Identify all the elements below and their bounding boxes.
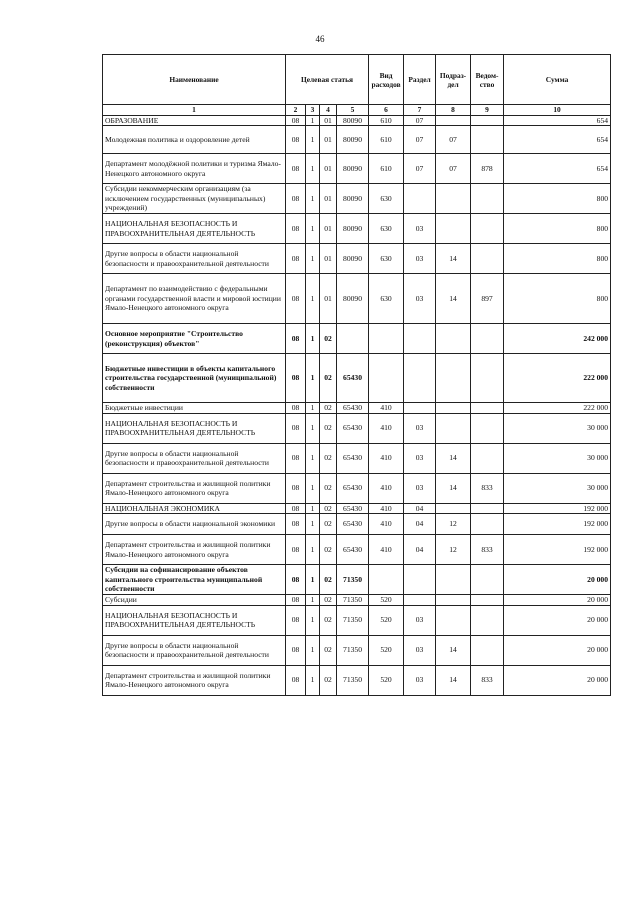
program-code-cell: 08 bbox=[286, 595, 306, 606]
section-cell: 03 bbox=[404, 413, 436, 443]
subprogram-code-cell: 1 bbox=[306, 413, 320, 443]
direction-code-cell: 65430 bbox=[337, 354, 369, 403]
department-cell: 833 bbox=[471, 473, 504, 503]
column-number: 6 bbox=[369, 105, 404, 116]
sum-cell: 800 bbox=[504, 214, 611, 244]
row-name-cell: Бюджетные инвестиции bbox=[103, 403, 286, 414]
program-code-cell: 08 bbox=[286, 443, 306, 473]
section-cell: 04 bbox=[404, 535, 436, 565]
table-row bbox=[103, 473, 611, 503]
program-code-cell: 08 bbox=[286, 403, 306, 414]
department-cell bbox=[471, 635, 504, 665]
section-cell: 03 bbox=[404, 443, 436, 473]
row-name-cell: Другие вопросы в области национальной безопасности и правоохранительной деятельности bbox=[103, 244, 286, 274]
event-code-cell: 02 bbox=[320, 324, 337, 354]
expense-type-cell: 630 bbox=[369, 214, 404, 244]
event-code-cell: 02 bbox=[320, 413, 337, 443]
section-cell bbox=[404, 324, 436, 354]
department-cell: 878 bbox=[471, 154, 504, 184]
section-cell: 03 bbox=[404, 635, 436, 665]
department-cell bbox=[471, 595, 504, 606]
table-row bbox=[103, 605, 611, 635]
direction-code-cell: 65430 bbox=[337, 413, 369, 443]
sum-cell: 20 000 bbox=[504, 635, 611, 665]
sum-cell: 800 bbox=[504, 274, 611, 324]
section-cell: 04 bbox=[404, 514, 436, 535]
subsection-cell: 12 bbox=[436, 535, 471, 565]
table-row bbox=[103, 665, 611, 695]
section-cell: 03 bbox=[404, 244, 436, 274]
program-code-cell: 08 bbox=[286, 354, 306, 403]
subprogram-code-cell: 1 bbox=[306, 244, 320, 274]
subprogram-code-cell: 1 bbox=[306, 126, 320, 154]
event-code-cell: 02 bbox=[320, 514, 337, 535]
table-row bbox=[103, 565, 611, 595]
subprogram-code-cell: 1 bbox=[306, 595, 320, 606]
row-name-cell: Другие вопросы в области национальной безопасности и правоохранительной деятельности bbox=[103, 443, 286, 473]
row-name-cell: НАЦИОНАЛЬНАЯ ЭКОНОМИКА bbox=[103, 503, 286, 514]
subprogram-code-cell: 1 bbox=[306, 154, 320, 184]
subsection-cell: 14 bbox=[436, 244, 471, 274]
program-code-cell: 08 bbox=[286, 473, 306, 503]
expense-type-cell: 610 bbox=[369, 115, 404, 126]
department-cell bbox=[471, 126, 504, 154]
program-code-cell: 08 bbox=[286, 274, 306, 324]
event-code-cell: 02 bbox=[320, 535, 337, 565]
direction-code-cell: 80090 bbox=[337, 274, 369, 324]
column-number: 5 bbox=[337, 105, 369, 116]
expense-type-cell: 410 bbox=[369, 514, 404, 535]
program-code-cell: 08 bbox=[286, 413, 306, 443]
page-number: 46 bbox=[315, 34, 325, 44]
program-code-cell: 08 bbox=[286, 154, 306, 184]
event-code-cell: 01 bbox=[320, 214, 337, 244]
event-code-cell: 01 bbox=[320, 184, 337, 214]
event-code-cell: 01 bbox=[320, 244, 337, 274]
program-code-cell: 08 bbox=[286, 115, 306, 126]
sum-cell: 222 000 bbox=[504, 403, 611, 414]
direction-code-cell: 65430 bbox=[337, 473, 369, 503]
row-name-cell: Субсидии bbox=[103, 595, 286, 606]
direction-code-cell: 80090 bbox=[337, 154, 369, 184]
department-cell bbox=[471, 184, 504, 214]
table-row bbox=[103, 403, 611, 414]
table-row bbox=[103, 413, 611, 443]
subprogram-code-cell: 1 bbox=[306, 274, 320, 324]
sum-cell: 192 000 bbox=[504, 503, 611, 514]
expense-type-cell: 630 bbox=[369, 184, 404, 214]
section-cell: 07 bbox=[404, 126, 436, 154]
sum-cell: 222 000 bbox=[504, 354, 611, 403]
expense-type-cell: 520 bbox=[369, 635, 404, 665]
subprogram-code-cell: 1 bbox=[306, 443, 320, 473]
program-code-cell: 08 bbox=[286, 514, 306, 535]
table-row bbox=[103, 514, 611, 535]
program-code-cell: 08 bbox=[286, 503, 306, 514]
sum-cell: 654 bbox=[504, 154, 611, 184]
column-number-row bbox=[103, 105, 611, 116]
subprogram-code-cell: 1 bbox=[306, 665, 320, 695]
row-name-cell: Субсидии некоммерческим организациям (за исключением государственных (муниципальных) учреждений) bbox=[103, 184, 286, 214]
section-cell: 04 bbox=[404, 503, 436, 514]
table-row bbox=[103, 214, 611, 244]
sum-cell: 654 bbox=[504, 126, 611, 154]
subprogram-code-cell: 1 bbox=[306, 115, 320, 126]
subsection-cell: 14 bbox=[436, 443, 471, 473]
event-code-cell: 02 bbox=[320, 605, 337, 635]
expense-type-cell: 410 bbox=[369, 443, 404, 473]
event-code-cell: 02 bbox=[320, 503, 337, 514]
section-cell bbox=[404, 565, 436, 595]
direction-code-cell: 65430 bbox=[337, 403, 369, 414]
expense-type-cell bbox=[369, 354, 404, 403]
subprogram-code-cell: 1 bbox=[306, 565, 320, 595]
expense-type-cell: 630 bbox=[369, 244, 404, 274]
header-sum: Сумма bbox=[504, 55, 611, 105]
section-cell: 07 bbox=[404, 115, 436, 126]
direction-code-cell: 71350 bbox=[337, 635, 369, 665]
expense-type-cell bbox=[369, 565, 404, 595]
program-code-cell: 08 bbox=[286, 324, 306, 354]
column-number: 4 bbox=[320, 105, 337, 116]
event-code-cell: 01 bbox=[320, 274, 337, 324]
department-cell bbox=[471, 443, 504, 473]
row-name-cell: Основное мероприятие "Строительство (реконструкция) объектов" bbox=[103, 324, 286, 354]
expense-type-cell: 520 bbox=[369, 665, 404, 695]
subsection-cell bbox=[436, 595, 471, 606]
header-department: Ведом- ство bbox=[471, 55, 504, 105]
department-cell bbox=[471, 565, 504, 595]
subsection-cell bbox=[436, 503, 471, 514]
direction-code-cell: 65430 bbox=[337, 514, 369, 535]
expense-type-cell: 410 bbox=[369, 413, 404, 443]
row-name-cell: Бюджетные инвестиции в объекты капитального строительства государственной (муниципальной) собственности bbox=[103, 354, 286, 403]
header-target-article: Целевая статья bbox=[286, 55, 369, 105]
program-code-cell: 08 bbox=[286, 244, 306, 274]
subprogram-code-cell: 1 bbox=[306, 473, 320, 503]
section-cell bbox=[404, 595, 436, 606]
expense-type-cell: 410 bbox=[369, 503, 404, 514]
row-name-cell: Другие вопросы в области национальной безопасности и правоохранительной деятельности bbox=[103, 635, 286, 665]
row-name-cell: НАЦИОНАЛЬНАЯ БЕЗОПАСНОСТЬ И ПРАВООХРАНИТЕЛЬНАЯ ДЕЯТЕЛЬНОСТЬ bbox=[103, 214, 286, 244]
direction-code-cell: 65430 bbox=[337, 503, 369, 514]
event-code-cell: 02 bbox=[320, 403, 337, 414]
row-name-cell: НАЦИОНАЛЬНАЯ БЕЗОПАСНОСТЬ И ПРАВООХРАНИТЕЛЬНАЯ ДЕЯТЕЛЬНОСТЬ bbox=[103, 413, 286, 443]
subsection-cell: 07 bbox=[436, 154, 471, 184]
subsection-cell: 14 bbox=[436, 665, 471, 695]
direction-code-cell: 80090 bbox=[337, 126, 369, 154]
program-code-cell: 08 bbox=[286, 605, 306, 635]
program-code-cell: 08 bbox=[286, 126, 306, 154]
section-cell: 03 bbox=[404, 665, 436, 695]
direction-code-cell: 71350 bbox=[337, 665, 369, 695]
subsection-cell bbox=[436, 184, 471, 214]
program-code-cell: 08 bbox=[286, 184, 306, 214]
table-row bbox=[103, 126, 611, 154]
event-code-cell: 02 bbox=[320, 443, 337, 473]
program-code-cell: 08 bbox=[286, 214, 306, 244]
section-cell: 03 bbox=[404, 274, 436, 324]
table-row bbox=[103, 154, 611, 184]
subprogram-code-cell: 1 bbox=[306, 324, 320, 354]
column-number: 2 bbox=[286, 105, 306, 116]
event-code-cell: 02 bbox=[320, 473, 337, 503]
event-code-cell: 02 bbox=[320, 354, 337, 403]
subsection-cell bbox=[436, 115, 471, 126]
direction-code-cell: 65430 bbox=[337, 535, 369, 565]
sum-cell: 800 bbox=[504, 244, 611, 274]
sum-cell: 192 000 bbox=[504, 514, 611, 535]
department-cell bbox=[471, 503, 504, 514]
column-number: 10 bbox=[504, 105, 611, 116]
department-cell bbox=[471, 115, 504, 126]
expense-type-cell: 520 bbox=[369, 605, 404, 635]
subsection-cell bbox=[436, 324, 471, 354]
column-number: 9 bbox=[471, 105, 504, 116]
subprogram-code-cell: 1 bbox=[306, 635, 320, 665]
budget-table bbox=[102, 54, 611, 696]
sum-cell: 20 000 bbox=[504, 595, 611, 606]
subsection-cell: 14 bbox=[436, 274, 471, 324]
row-name-cell: Департамент строительства и жилищной политики Ямало-Ненецкого автономного округа bbox=[103, 473, 286, 503]
expense-type-cell bbox=[369, 324, 404, 354]
expense-type-cell: 630 bbox=[369, 274, 404, 324]
column-number: 3 bbox=[306, 105, 320, 116]
subsection-cell bbox=[436, 403, 471, 414]
event-code-cell: 01 bbox=[320, 126, 337, 154]
table-row bbox=[103, 244, 611, 274]
event-code-cell: 02 bbox=[320, 595, 337, 606]
direction-code-cell: 71350 bbox=[337, 565, 369, 595]
header-name: Наименование bbox=[103, 55, 286, 105]
sum-cell: 20 000 bbox=[504, 565, 611, 595]
subsection-cell bbox=[436, 354, 471, 403]
section-cell: 03 bbox=[404, 605, 436, 635]
row-name-cell: Субсидии на софинансирование объектов капитального строительства муниципальной собственности bbox=[103, 565, 286, 595]
program-code-cell: 08 bbox=[286, 565, 306, 595]
column-number: 1 bbox=[103, 105, 286, 116]
table-row bbox=[103, 535, 611, 565]
department-cell bbox=[471, 514, 504, 535]
subprogram-code-cell: 1 bbox=[306, 214, 320, 244]
expense-type-cell: 520 bbox=[369, 595, 404, 606]
department-cell: 833 bbox=[471, 535, 504, 565]
row-name-cell: ОБРАЗОВАНИЕ bbox=[103, 115, 286, 126]
sum-cell: 654 bbox=[504, 115, 611, 126]
column-number: 8 bbox=[436, 105, 471, 116]
sum-cell: 30 000 bbox=[504, 413, 611, 443]
expense-type-cell: 410 bbox=[369, 473, 404, 503]
event-code-cell: 02 bbox=[320, 635, 337, 665]
event-code-cell: 02 bbox=[320, 665, 337, 695]
subprogram-code-cell: 1 bbox=[306, 503, 320, 514]
table-row bbox=[103, 274, 611, 324]
header-subsection: Подраз- дел bbox=[436, 55, 471, 105]
sum-cell: 800 bbox=[504, 184, 611, 214]
section-cell: 03 bbox=[404, 473, 436, 503]
section-cell bbox=[404, 184, 436, 214]
direction-code-cell: 65430 bbox=[337, 443, 369, 473]
section-cell: 03 bbox=[404, 214, 436, 244]
subprogram-code-cell: 1 bbox=[306, 514, 320, 535]
subprogram-code-cell: 1 bbox=[306, 354, 320, 403]
direction-code-cell: 80090 bbox=[337, 115, 369, 126]
subsection-cell bbox=[436, 214, 471, 244]
row-name-cell: НАЦИОНАЛЬНАЯ БЕЗОПАСНОСТЬ И ПРАВООХРАНИТЕЛЬНАЯ ДЕЯТЕЛЬНОСТЬ bbox=[103, 605, 286, 635]
program-code-cell: 08 bbox=[286, 665, 306, 695]
department-cell bbox=[471, 324, 504, 354]
table-row bbox=[103, 324, 611, 354]
expense-type-cell: 610 bbox=[369, 126, 404, 154]
row-name-cell: Департамент строительства и жилищной политики Ямало-Ненецкого автономного округа bbox=[103, 665, 286, 695]
subsection-cell bbox=[436, 565, 471, 595]
subprogram-code-cell: 1 bbox=[306, 605, 320, 635]
row-name-cell: Молодежная политика и оздоровление детей bbox=[103, 126, 286, 154]
sum-cell: 242 000 bbox=[504, 324, 611, 354]
subsection-cell bbox=[436, 605, 471, 635]
expense-type-cell: 610 bbox=[369, 154, 404, 184]
direction-code-cell: 80090 bbox=[337, 244, 369, 274]
sum-cell: 20 000 bbox=[504, 605, 611, 635]
subsection-cell bbox=[436, 413, 471, 443]
department-cell: 833 bbox=[471, 665, 504, 695]
department-cell bbox=[471, 214, 504, 244]
direction-code-cell: 71350 bbox=[337, 595, 369, 606]
department-cell bbox=[471, 403, 504, 414]
direction-code-cell: 71350 bbox=[337, 605, 369, 635]
subprogram-code-cell: 1 bbox=[306, 184, 320, 214]
program-code-cell: 08 bbox=[286, 635, 306, 665]
program-code-cell: 08 bbox=[286, 535, 306, 565]
row-name-cell: Департамент молодёжной политики и туризма Ямало-Ненецкого автономного округа bbox=[103, 154, 286, 184]
event-code-cell: 01 bbox=[320, 115, 337, 126]
department-cell: 897 bbox=[471, 274, 504, 324]
section-cell: 07 bbox=[404, 154, 436, 184]
event-code-cell: 02 bbox=[320, 565, 337, 595]
row-name-cell: Департамент по взаимодействию с федеральными органами государственной власти и мировой юстиции Ямало-Ненецкого автономного округа bbox=[103, 274, 286, 324]
expense-type-cell: 410 bbox=[369, 403, 404, 414]
sum-cell: 30 000 bbox=[504, 443, 611, 473]
table-row bbox=[103, 443, 611, 473]
section-cell bbox=[404, 403, 436, 414]
row-name-cell: Департамент строительства и жилищной политики Ямало-Ненецкого автономного округа bbox=[103, 535, 286, 565]
subsection-cell: 12 bbox=[436, 514, 471, 535]
table-row bbox=[103, 635, 611, 665]
sum-cell: 20 000 bbox=[504, 665, 611, 695]
direction-code-cell: 80090 bbox=[337, 184, 369, 214]
table-row bbox=[103, 115, 611, 126]
subprogram-code-cell: 1 bbox=[306, 403, 320, 414]
header-expense-type: Вид расходов bbox=[369, 55, 404, 105]
section-cell bbox=[404, 354, 436, 403]
expense-type-cell: 410 bbox=[369, 535, 404, 565]
row-name-cell: Другие вопросы в области национальной экономики bbox=[103, 514, 286, 535]
table-row bbox=[103, 595, 611, 606]
department-cell bbox=[471, 244, 504, 274]
sum-cell: 30 000 bbox=[504, 473, 611, 503]
subsection-cell: 07 bbox=[436, 126, 471, 154]
event-code-cell: 01 bbox=[320, 154, 337, 184]
table-body bbox=[103, 115, 611, 695]
column-number: 7 bbox=[404, 105, 436, 116]
table-row bbox=[103, 503, 611, 514]
direction-code-cell bbox=[337, 324, 369, 354]
department-cell bbox=[471, 413, 504, 443]
subsection-cell: 14 bbox=[436, 473, 471, 503]
table-row bbox=[103, 184, 611, 214]
header-section: Раздел bbox=[404, 55, 436, 105]
subsection-cell: 14 bbox=[436, 635, 471, 665]
department-cell bbox=[471, 605, 504, 635]
direction-code-cell: 80090 bbox=[337, 214, 369, 244]
subprogram-code-cell: 1 bbox=[306, 535, 320, 565]
department-cell bbox=[471, 354, 504, 403]
sum-cell: 192 000 bbox=[504, 535, 611, 565]
table-row bbox=[103, 354, 611, 403]
